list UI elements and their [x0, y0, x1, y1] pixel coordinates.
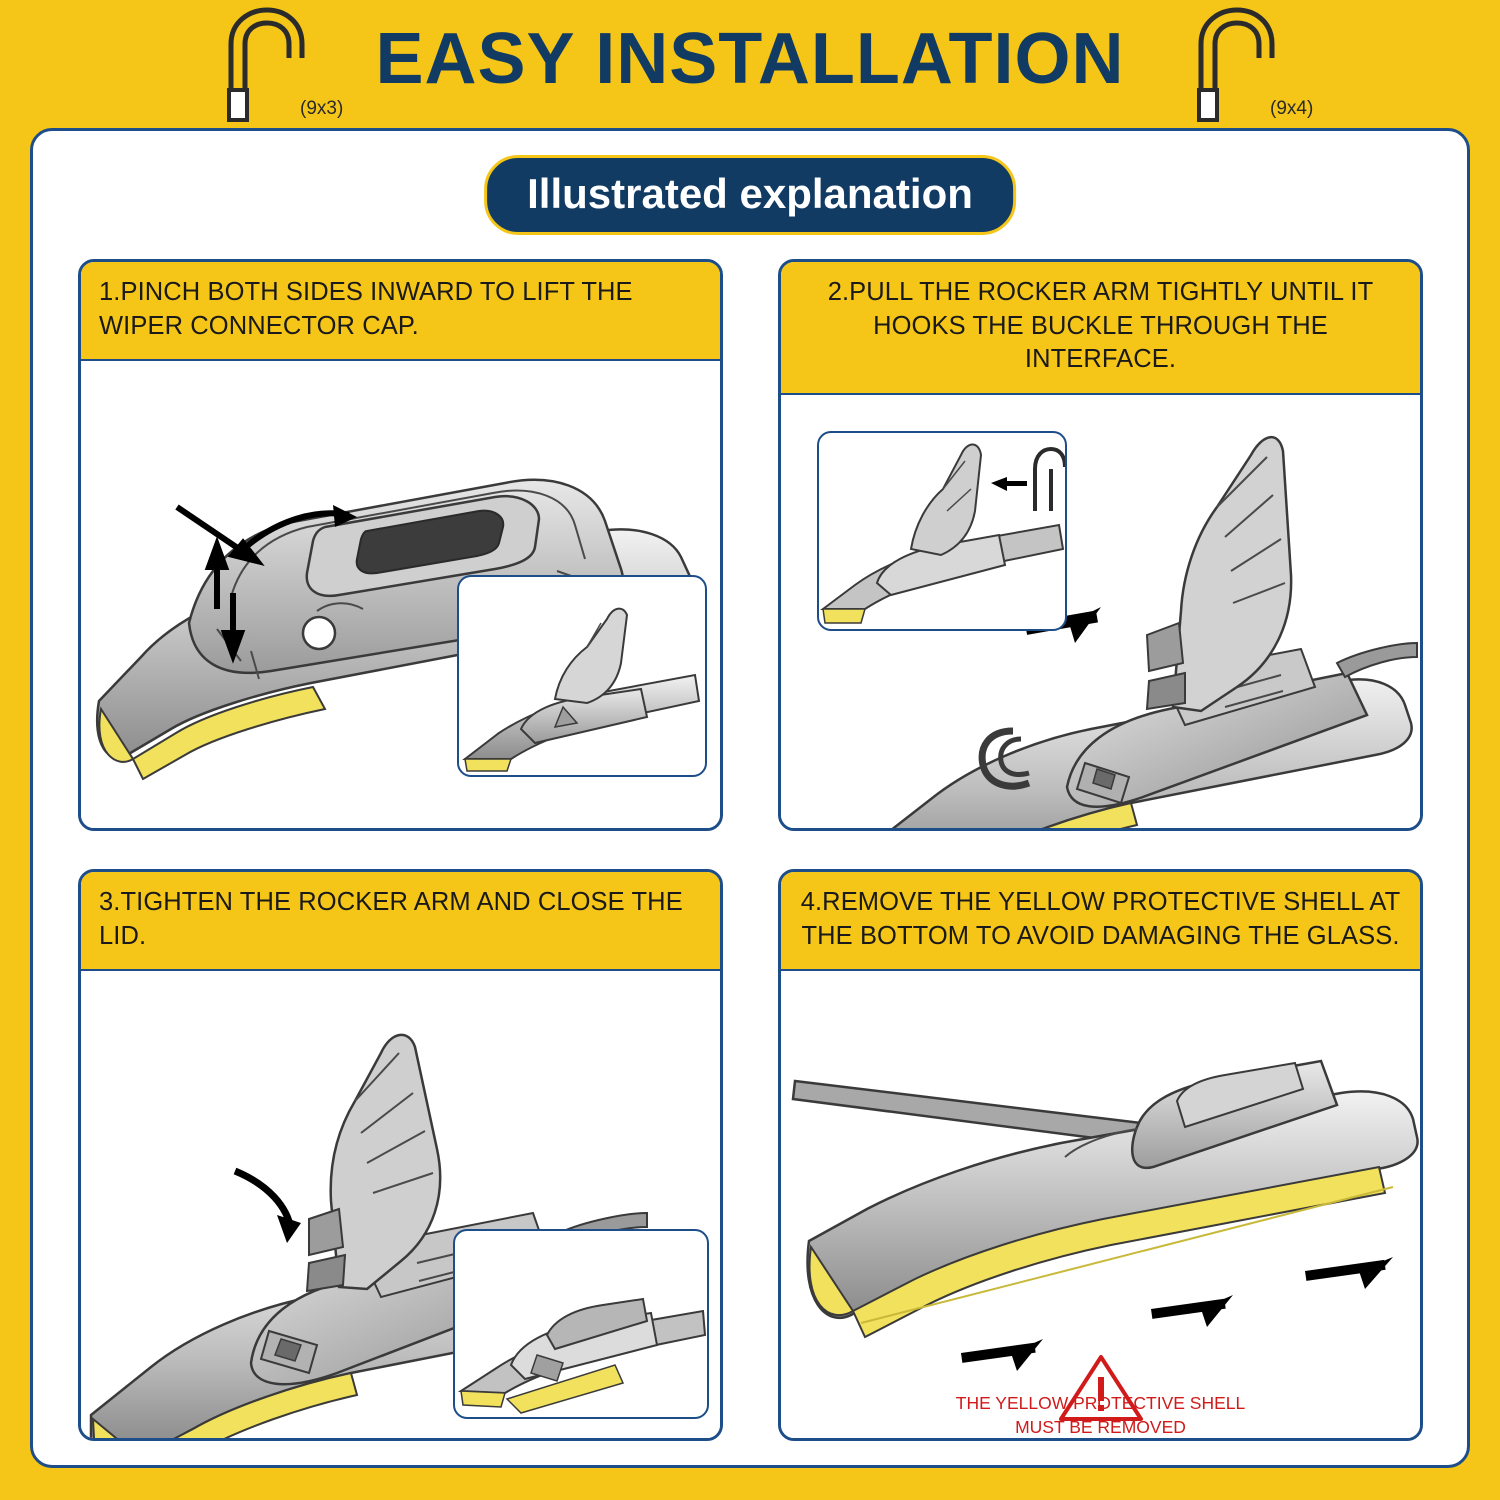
step-2-illustration	[781, 395, 1420, 831]
step-1-illustration	[81, 361, 720, 831]
step-2-inset	[817, 431, 1067, 631]
step-card-2	[778, 259, 1423, 831]
step-2-caption: 2.PULL THE ROCKER ARM TIGHTLY UNTIL IT HOOKS THE BUCKLE THROUGH THE INTERFACE.	[781, 262, 1420, 395]
warning-line-1: THE YELLOW PROTECTIVE SHELL	[955, 1393, 1246, 1414]
sub-banner: Illustrated explanation	[484, 155, 1016, 235]
step-card-1	[78, 259, 723, 831]
step-card-4	[778, 869, 1423, 1441]
remove-yellow-shell-drawing	[781, 971, 1420, 1441]
step-3-inset	[453, 1229, 709, 1419]
warning-line-2: MUST BE REMOVED	[1015, 1416, 1186, 1437]
hook-right-label: (9x4)	[1270, 98, 1314, 119]
illustration-panel	[30, 128, 1470, 1468]
step-2-inset-drawing	[819, 433, 1065, 629]
step-4-caption: 4.REMOVE THE YELLOW PROTECTIVE SHELL AT THE BOTTOM TO AVOID DAMAGING THE GLASS.	[781, 872, 1420, 971]
hook-left-label: (9x3)	[300, 98, 344, 119]
step-card-3	[78, 869, 723, 1441]
step-3-inset-drawing	[455, 1231, 707, 1417]
step-4-illustration	[781, 971, 1420, 1441]
header	[0, 0, 1500, 128]
step-3-caption: 3.TIGHTEN THE ROCKER ARM AND CLOSE THE LID.	[81, 872, 720, 971]
step-1-inset	[457, 575, 707, 777]
warning-block	[781, 1392, 1420, 1439]
step-1-inset-drawing	[459, 577, 705, 775]
step-3-illustration	[81, 971, 720, 1441]
step-1-caption: 1.PINCH BOTH SIDES INWARD TO LIFT THE WIPER CONNECTOR CAP.	[81, 262, 720, 361]
page-title: EASY INSTALLATION	[375, 19, 1125, 99]
